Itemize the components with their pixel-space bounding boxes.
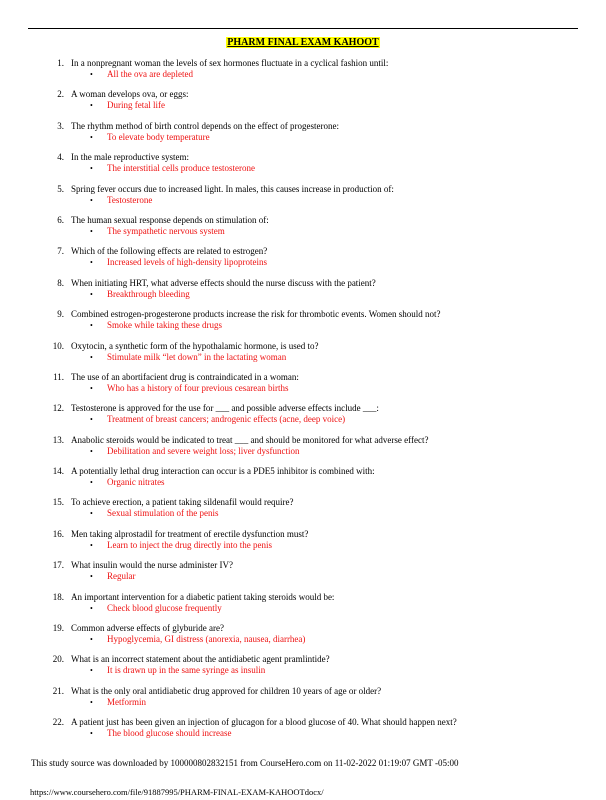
answer-text: Hypoglycemia, GI distress (anorexia, nausea, diarrhea) <box>107 634 306 645</box>
bullet-icon: • <box>90 164 93 174</box>
question-text: Which of the following effects are related to estrogen? <box>71 246 268 257</box>
question-number: 9. <box>57 309 64 320</box>
question-text: The human sexual response depends on stimulation of: <box>71 214 269 225</box>
question-text: An important intervention for a diabetic patient taking steroids would be: <box>71 591 335 602</box>
question-item <box>0 246 606 277</box>
question-number: 3. <box>57 120 64 131</box>
question-item <box>0 341 606 372</box>
question-text: A woman develops ova, or eggs: <box>71 89 189 100</box>
bullet-icon: • <box>90 321 93 331</box>
question-number: 6. <box>57 214 64 225</box>
question-text: A patient just has been given an injection of glucagon for a blood glucose of 40. What should happen next? <box>71 717 457 728</box>
bullet-icon: • <box>90 415 93 425</box>
question-number: 11. <box>53 371 64 382</box>
bullet-icon: • <box>90 729 93 739</box>
bullet-icon: • <box>90 352 93 362</box>
bullet-icon: • <box>90 258 93 268</box>
question-text: In a nonpregnant woman the levels of sex hormones fluctuate in a cyclical fashion until: <box>71 58 389 68</box>
question-item <box>0 654 606 685</box>
bullet-icon: • <box>90 572 93 582</box>
bullet-icon: • <box>90 446 93 456</box>
answer-text: Who has a history of four previous cesarean births <box>107 382 289 393</box>
question-number: 7. <box>57 246 64 257</box>
question-number: 18. <box>52 591 64 602</box>
question-text: Anabolic steroids would be indicated to treat ___ and should be monitored for what adverse effect? <box>71 434 429 445</box>
bullet-icon: • <box>90 666 93 676</box>
answer-text: Increased levels of high-density lipoproteins <box>107 257 267 268</box>
question-item <box>0 152 606 183</box>
bullet-icon: • <box>90 603 93 613</box>
source-url: https://www.coursehero.com/file/91887995/PHARM-FINAL-EXAM-KAHOOTdocx/ <box>30 787 324 797</box>
question-number: 10. <box>52 340 64 351</box>
bullet-icon: • <box>90 132 93 142</box>
answer-text: Check blood glucose frequently <box>107 602 222 613</box>
answer-text: Regular <box>107 571 136 582</box>
question-text: In the male reproductive system: <box>71 152 189 163</box>
bullet-icon: • <box>90 101 93 111</box>
question-number: 13. <box>52 434 64 445</box>
question-number: 16. <box>52 528 64 539</box>
question-item <box>0 89 606 120</box>
bullet-icon: • <box>90 195 93 205</box>
answer-text: Breakthrough bleeding <box>107 288 190 299</box>
question-number: 15. <box>52 497 64 508</box>
question-number: 21. <box>52 685 64 696</box>
question-number: 8. <box>57 277 64 288</box>
question-number: 5. <box>57 183 64 194</box>
bullet-icon: • <box>90 697 93 707</box>
document-title-wrap <box>0 37 606 49</box>
answer-text: Metformin <box>107 696 146 707</box>
question-item <box>0 623 606 654</box>
question-number: 19. <box>52 623 64 634</box>
question-item <box>0 560 606 591</box>
question-text: Oxytocin, a synthetic form of the hypothalamic hormone, is used to? <box>71 340 319 351</box>
question-item <box>0 278 606 309</box>
question-number: 1. <box>57 58 64 68</box>
bullet-icon: • <box>90 509 93 519</box>
answer-text: The blood glucose should increase <box>107 728 232 739</box>
question-list <box>0 58 606 749</box>
question-text: Spring fever occurs due to increased light. In males, this causes increase in production of: <box>71 183 394 194</box>
document-title: PHARM FINAL EXAM KAHOOT <box>227 37 379 48</box>
question-text: When initiating HRT, what adverse effects should the nurse discuss with the patient? <box>71 277 376 288</box>
question-item <box>0 58 606 89</box>
question-text: Testosterone is approved for the use for ___ and possible adverse effects include ___: <box>71 403 379 414</box>
bullet-icon: • <box>90 635 93 645</box>
bullet-icon: • <box>90 70 93 79</box>
question-number: 17. <box>52 560 64 571</box>
answer-text: The interstitial cells produce testosterone <box>107 163 255 174</box>
question-text: Men taking alprostadil for treatment of erectile dysfunction must? <box>71 528 309 539</box>
answer-text: Stimulate milk “let down” in the lactating woman <box>107 351 287 362</box>
question-text: A potentially lethal drug interaction can occur is a PDE5 inhibitor is combined with: <box>71 466 375 477</box>
question-item <box>0 215 606 246</box>
question-text: The rhythm method of birth control depends on the effect of progesterone: <box>71 120 340 131</box>
question-item <box>0 121 606 152</box>
question-number: 22. <box>52 717 64 728</box>
bullet-icon: • <box>90 226 93 236</box>
answer-text: To elevate body temperature <box>107 131 210 142</box>
question-text: What is the only oral antidiabetic drug approved for children 10 years of age or older? <box>71 685 382 696</box>
bullet-icon: • <box>90 383 93 393</box>
question-item <box>0 435 606 466</box>
answer-text: During fetal life <box>107 100 165 111</box>
answer-text: The sympathetic nervous system <box>107 225 225 236</box>
question-item <box>0 466 606 497</box>
answer-text: Debilitation and severe weight loss; liver dysfunction <box>107 445 300 456</box>
answer-text: Smoke while taking these drugs <box>107 320 222 331</box>
question-text: To achieve erection, a patient taking sildenafil would require? <box>71 497 294 508</box>
download-source-notice: This study source was downloaded by 100000802832151 from CourseHero.com on 11-02-2022 01:19:07 GMT -05:00 <box>31 758 459 768</box>
question-item <box>0 403 606 434</box>
question-text: Combined estrogen-progesterone products increase the risk for thrombotic events. Women should not? <box>71 309 441 320</box>
answer-text: Testosterone <box>107 194 153 205</box>
question-number: 4. <box>57 152 64 163</box>
question-text: What insulin would the nurse administer IV? <box>71 560 233 571</box>
question-item <box>0 497 606 528</box>
top-rule <box>28 28 578 29</box>
answer-text: All the ova are depleted <box>107 69 193 79</box>
question-number: 14. <box>52 466 64 477</box>
question-text: The use of an abortifacient drug is contraindicated in a woman: <box>71 371 299 382</box>
question-item <box>0 686 606 717</box>
question-item <box>0 717 606 748</box>
question-item <box>0 309 606 340</box>
question-item <box>0 592 606 623</box>
question-text: Common adverse effects of glyburide are? <box>71 623 225 634</box>
answer-text: Treatment of breast cancers; androgenic effects (acne, deep voice) <box>107 414 346 425</box>
question-item <box>0 184 606 215</box>
question-number: 12. <box>52 403 64 414</box>
answer-text: It is drawn up in the same syringe as insulin <box>107 665 266 676</box>
bullet-icon: • <box>90 478 93 488</box>
answer-text: Sexual stimulation of the penis <box>107 508 219 519</box>
bullet-icon: • <box>90 289 93 299</box>
question-item <box>0 372 606 403</box>
answer-text: Learn to inject the drug directly into the penis <box>107 539 272 550</box>
question-item <box>0 529 606 560</box>
bullet-icon: • <box>90 540 93 550</box>
question-number: 20. <box>52 654 64 665</box>
question-text: What is an incorrect statement about the antidiabetic agent pramlintide? <box>71 654 330 665</box>
answer-text: Organic nitrates <box>107 477 165 488</box>
question-number: 2. <box>57 89 64 100</box>
